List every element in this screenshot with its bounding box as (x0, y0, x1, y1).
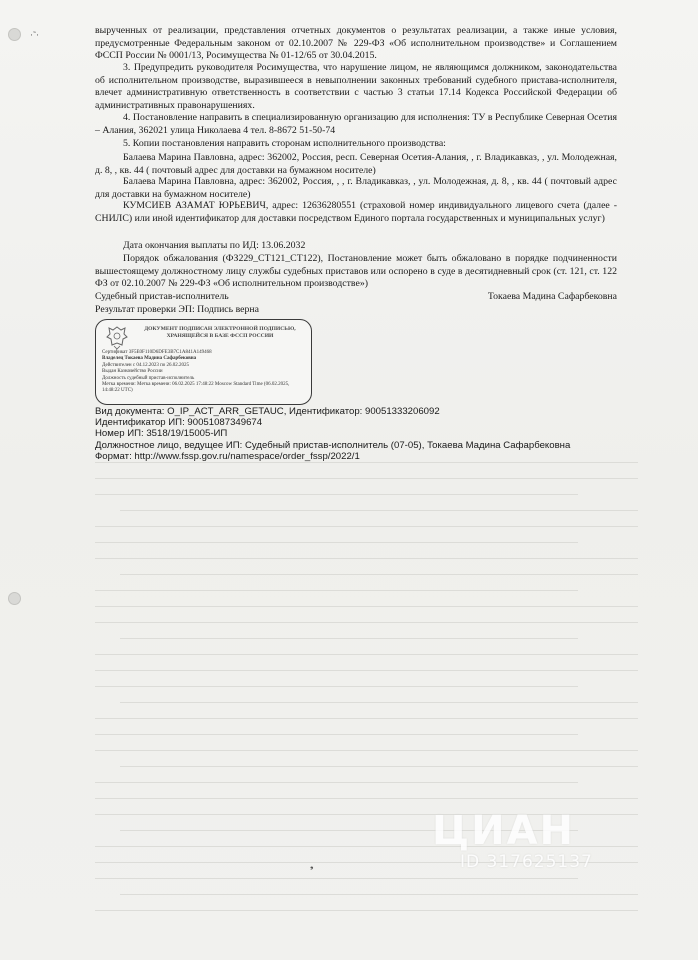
stamp-issuer: Выдан Казначейство России (102, 369, 163, 375)
punch-hole (8, 592, 21, 605)
recipient-3: КУМСИЕВ АЗАМАТ ЮРЬЕВИЧ, адрес: 12636280551 (страховой номер индивидуального лицевого счета (далее - СНИЛС) или иной идентификатор для доставки посредством Единого портала государственных и муниципальных услуг) (95, 200, 617, 224)
doc-type: Вид документа: O_IP_ACT_ARR_GETAUC, Идентификатор: 90051333206092 (95, 406, 440, 417)
electronic-signature-stamp (95, 319, 312, 405)
watermark-id: ID 317625137 (460, 852, 593, 872)
document-format: Формат: http://www.fssp.gov.ru/namespace/order_fssp/2022/1 (95, 450, 360, 462)
cian-watermark (432, 808, 652, 878)
signer-name: Токаева Мадина Сафарбековна (487, 291, 617, 302)
ip-number: Номер ИП: 3518/19/15005-ИП (95, 428, 228, 440)
item-4-paragraph: 4. Постановление направить в специализированную организацию для исполнения: ТУ в Республике Северная Осетия – Алания, 362021 улица Николаева 4 тел. 8-8672 51-50-74 (95, 112, 617, 136)
stamp-certificate: Сертификат 3F5E0F110D6DFE3B7C1A841A149468 (102, 350, 212, 355)
ep-check-result: Результат проверки ЭП: Подпись верна (95, 304, 259, 315)
payment-end-date: Дата окончания выплаты по ИД: 13.06.2032 (123, 240, 306, 251)
recipient-2: Балаева Марина Павловна, адрес: 362002, Россия, , , г. Владикавказ, , ул. Молодежная, д. 8, , кв. 44 ( почтовый адрес для доставки на бумажном носителе) (95, 176, 617, 200)
appeal-procedure: Порядок обжалования (ФЗ229_СТ121_СТ122), Постановление может быть обжаловано в порядке подчиненности вышестоящему должностному лицу службы судебных приставов или оспорено в суде в десятидневный срок (ст. 121, ст. 122 ФЗ от 02.10.2007 № 229-ФЗ «Об исполнительном производстве») (95, 253, 617, 290)
margin-scribble: ·˜· (30, 30, 39, 40)
document-metadata (95, 406, 655, 462)
stamp-owner: Владелец Токаева Мадина Сафарбековна (102, 356, 197, 362)
stamp-position: Должность судебный пристав-исполнитель (102, 375, 195, 381)
coat-of-arms-icon (104, 324, 130, 350)
stamp-title: ДОКУМЕНТ ПОДПИСАН ЭЛЕКТРОННОЙ ПОДПИСЬЮ, ХРАНЯЩЕЙСЯ В БАЗЕ ФССП РОССИИ (144, 326, 296, 339)
punch-hole (8, 28, 21, 41)
responsible-official: Должностное лицо, ведущее ИП: Судебный пристав-исполнитель (07-05), Токаева Мадина Сафарбековна (95, 439, 571, 451)
ink-mark: ❟ (310, 860, 314, 870)
stamp-valid: Действителен с 04.12.2023 по 26.02.2025 (102, 362, 189, 368)
item-3-paragraph: 3. Предупредить руководителя Росимущества, что нарушение лицом, не являющимся должником, законодательства об исполнительном производстве, выразившееся в невыполнении законных требований судебного пристава-исполнителя, влечет административную ответственность в соответствии с частью 3 статьи 17.14 Кодекса Российской Федерации об административных правонарушениях. (95, 62, 617, 111)
signature-line (95, 291, 617, 304)
intro-paragraph: вырученных от реализации, представления отчетных документов о результатах реализации, а также иные условия, предусмотренные Федеральным законом от 02.10.2007 № 229-ФЗ «Об исполнительном производстве» и Соглашением ФССП России № 0001/13, Росимущества № 01-12/65 от 30.04.2015. (95, 25, 617, 62)
item-5-paragraph: 5. Копии постановления направить сторонам исполнительного производства: (123, 138, 446, 149)
recipient-1: Балаева Марина Павловна, адрес: 362002, Россия, респ. Северная Осетия-Алания, , г. Владикавказ, , ул. Молодежная, д. 8, , кв. 44 ( почтовый адрес для доставки на бумажном носителе) (95, 152, 617, 176)
watermark-logo: ЦИАН (432, 808, 576, 854)
stamp-timestamp: Метка времени: Метка времени: 06.02.2025 17:48:22 Moscow Standard Time (06.02.2025, 14:48:22 UTC) (102, 382, 290, 394)
ip-identifier: Идентификатор ИП: 90051087349674 (95, 417, 263, 429)
signer-role: Судебный пристав-исполнитель (95, 291, 229, 302)
